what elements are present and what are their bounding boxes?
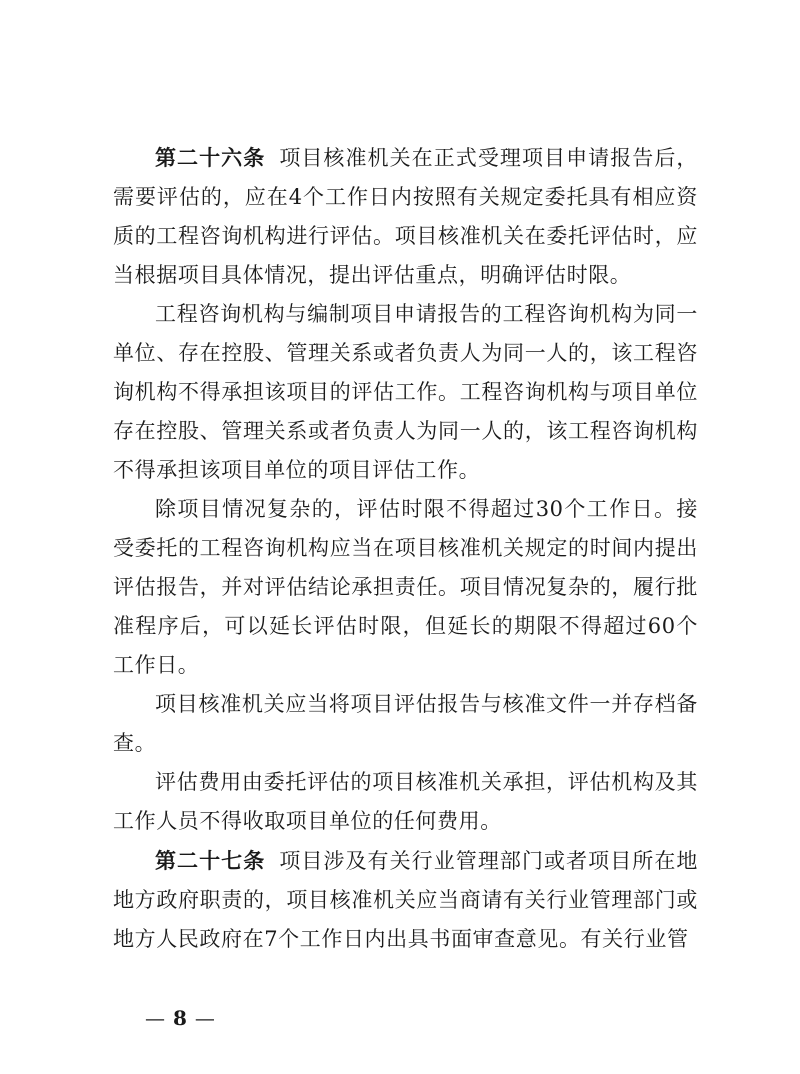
paragraph-text: 项目核准机关在正式受理项目申请报告后，需要评估的，应在4个工作日内按照有关规定委托具有相应资质的工程咨询机构进行评估。项目核准机关在委托评估时，应当根据项目具体情况，提出评估重点，明确评估时限。 xyxy=(113,146,699,287)
document-body xyxy=(113,138,698,959)
footer-dash-right: — xyxy=(194,1006,217,1030)
paragraph-evaluation-time-limit xyxy=(113,490,698,685)
page-footer xyxy=(145,1006,217,1030)
paragraph-article-27 xyxy=(113,841,698,959)
page-number: 8 xyxy=(173,1006,189,1030)
paragraph-text: 除项目情况复杂的，评估时限不得超过30个工作日。接受委托的工程咨询机构应当在项目核准机关规定的时间内提出评估报告，并对评估结论承担责任。项目情况复杂的，履行批准程序后，可以延长评估时限，但延长的期限不得超过60个工作日。 xyxy=(113,497,698,677)
paragraph-evaluation-fee xyxy=(113,763,698,841)
paragraph-text: 项目涉及有关行业管理部门或者项目所在地地方政府职责的，项目核准机关应当商请有关行业管理部门或地方人民政府在7个工作日内出具书面审查意见。有关行业管 xyxy=(113,849,699,951)
paragraph-text: 项目核准机关应当将项目评估报告与核准文件一并存档备查。 xyxy=(113,692,698,755)
paragraph-archive xyxy=(113,685,698,763)
article-label: 第二十六条 xyxy=(155,145,266,170)
footer-dash-left: — xyxy=(145,1006,167,1030)
article-label: 第二十七条 xyxy=(155,848,266,873)
paragraph-text: 评估费用由委托评估的项目核准机关承担，评估机构及其工作人员不得收取项目单位的任何费用。 xyxy=(113,770,698,833)
paragraph-consulting-conflict xyxy=(113,295,698,490)
paragraph-text: 工程咨询机构与编制项目申请报告的工程咨询机构为同一单位、存在控股、管理关系或者负责人为同一人的，该工程咨询机构不得承担该项目的评估工作。工程咨询机构与项目单位存在控股、管理关系或者负责人为同一人的，该工程咨询机构不得承担该项目单位的项目评估工作。 xyxy=(113,302,698,482)
paragraph-article-26 xyxy=(113,138,698,295)
